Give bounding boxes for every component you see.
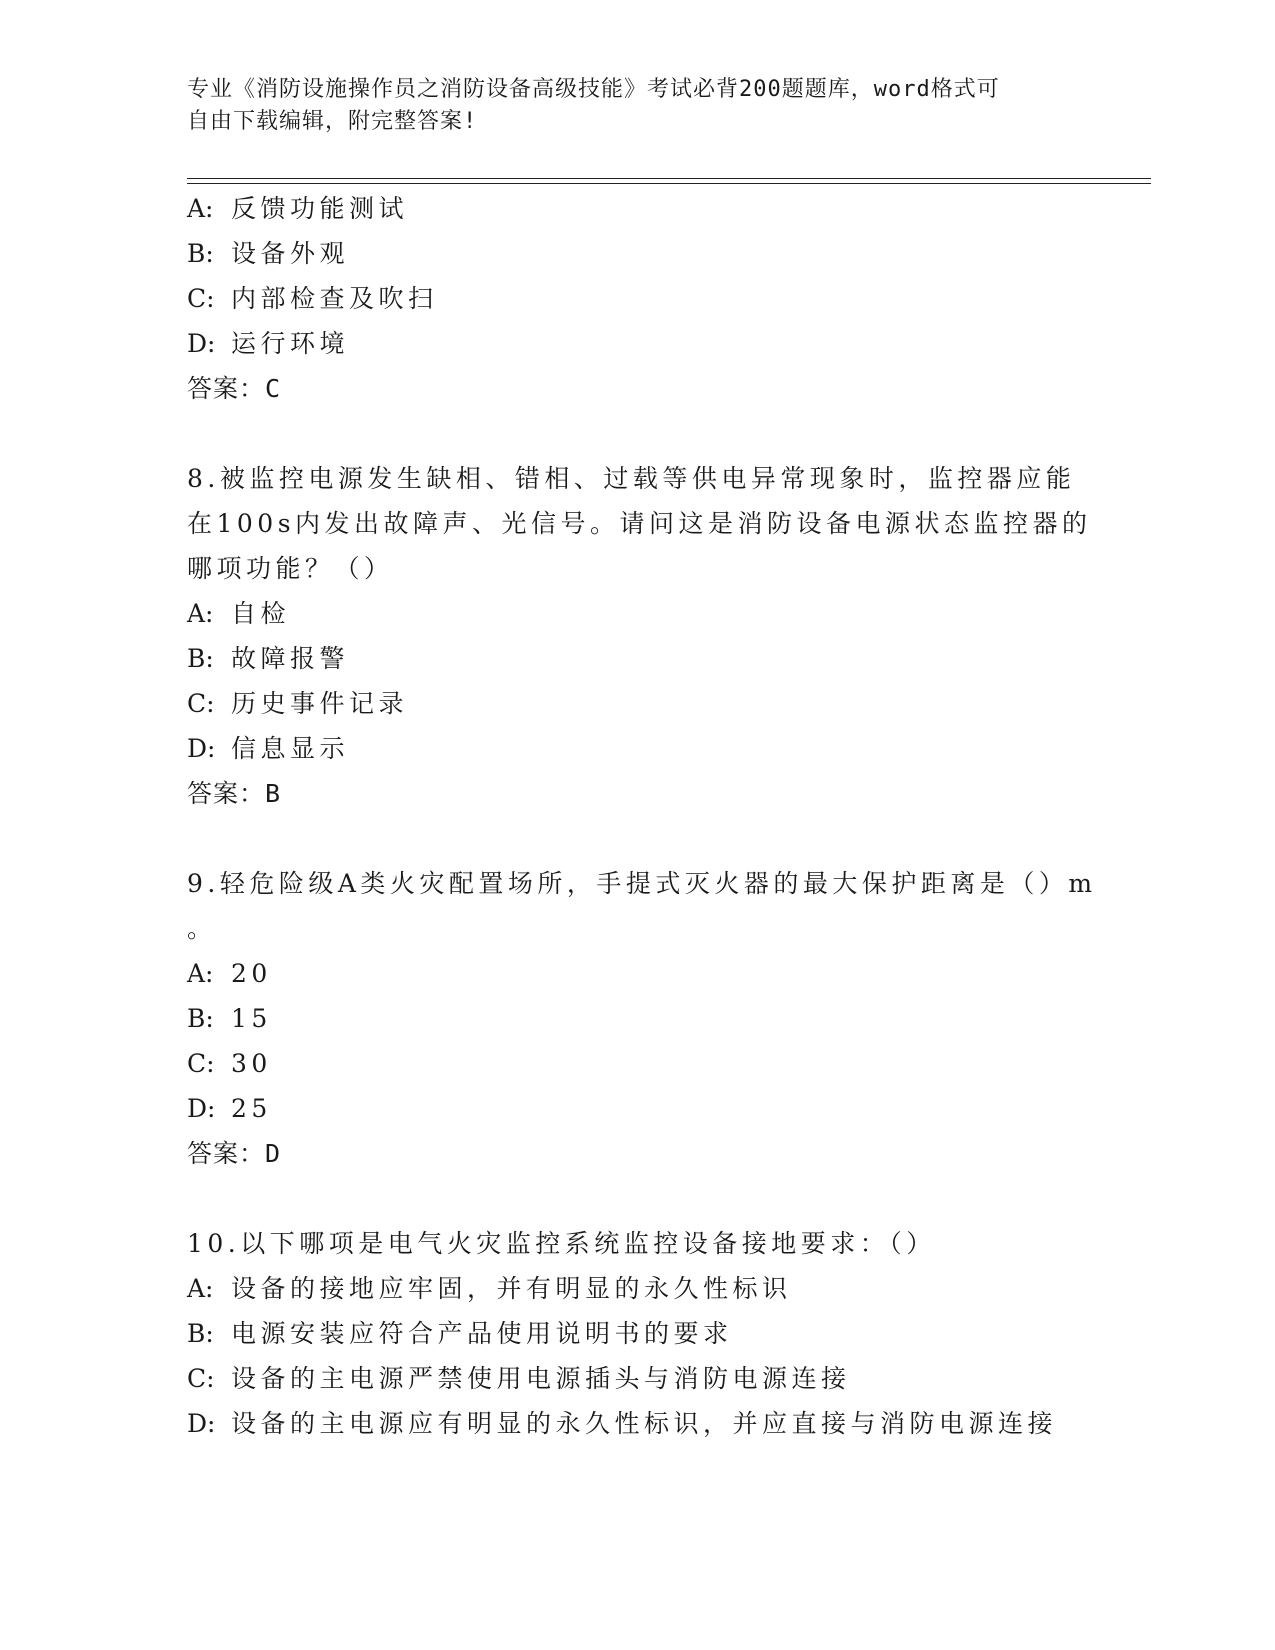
answer-label: 答案： (187, 374, 266, 403)
option-key: B: (187, 239, 214, 268)
option-text: 30 (231, 1049, 272, 1078)
q8-stem-line-3: 哪项功能？（） (187, 554, 394, 583)
option-key: C: (187, 1364, 215, 1393)
option-text: 反馈功能测试 (231, 194, 409, 223)
option-text: 设备外观 (231, 239, 350, 268)
q8-stem-line-2: 在100s内发出故障声、光信号。请问这是消防设备电源状态监控器的 (187, 509, 1092, 538)
option-key: B: (187, 644, 214, 673)
q8-option-d (187, 734, 349, 764)
option-key: B: (187, 1004, 214, 1033)
option-key: A: (187, 959, 214, 988)
q9-option-c (187, 1049, 272, 1079)
option-text: 内部检查及吹扫 (231, 284, 438, 313)
answer-label: 答案： (187, 1139, 266, 1168)
q9-stem-line-2: 。 (187, 914, 217, 943)
header-title-line-1: 专业《消防设施操作员之消防设备高级技能》考试必背200题题库，word格式可 (187, 77, 1000, 102)
q9-option-b (187, 1004, 272, 1034)
option-key: D: (187, 1094, 216, 1123)
answer-value: D (265, 1139, 282, 1168)
option-text: 设备的主电源应有明显的永久性标识，并应直接与消防电源连接 (231, 1409, 1058, 1438)
option-key: C: (187, 284, 215, 313)
header-divider-top (187, 178, 1151, 179)
option-key: A: (187, 194, 214, 223)
answer-label: 答案： (187, 779, 266, 808)
option-key: D: (187, 734, 216, 763)
answer-value: B (265, 779, 282, 808)
option-key: A: (187, 599, 214, 628)
option-key: C: (187, 689, 215, 718)
q8-option-b (187, 644, 349, 674)
q7-option-c (187, 284, 438, 314)
q9-option-d (187, 1094, 272, 1124)
option-text: 信息显示 (231, 734, 350, 763)
q8-option-c (187, 689, 408, 719)
option-text: 历史事件记录 (231, 689, 409, 718)
q8-stem-line-1: 8.被监控电源发生缺相、错相、过载等供电异常现象时，监控器应能 (187, 464, 1076, 493)
option-text: 电源安装应符合产品使用说明书的要求 (231, 1319, 733, 1348)
q7-option-b (187, 239, 349, 269)
option-text: 自检 (231, 599, 291, 628)
option-text: 设备的主电源严禁使用电源插头与消防电源连接 (231, 1364, 851, 1393)
option-text: 设备的接地应牢固，并有明显的永久性标识 (231, 1274, 792, 1303)
q9-option-a (187, 959, 272, 989)
header-title-line-2: 自由下载编辑，附完整答案! (187, 109, 478, 134)
header-divider-bottom (187, 183, 1151, 184)
option-text: 15 (231, 1004, 272, 1033)
q9-stem-line-1: 9.轻危险级A类火灾配置场所，手提式灭火器的最大保护距离是（）m (187, 869, 1097, 898)
option-key: B: (187, 1319, 214, 1348)
option-text: 运行环境 (231, 329, 350, 358)
q9-answer (187, 1139, 281, 1169)
q10-option-a (187, 1274, 792, 1304)
option-key: D: (187, 1409, 216, 1438)
q7-answer (187, 374, 281, 404)
option-key: D: (187, 329, 216, 358)
q7-option-d (187, 329, 349, 359)
q8-option-a (187, 599, 290, 629)
q10-stem-line-1: 10.以下哪项是电气火灾监控系统监控设备接地要求：（） (187, 1229, 936, 1258)
q8-answer (187, 779, 281, 809)
answer-value: C (265, 374, 282, 403)
q10-option-d (187, 1409, 1057, 1439)
option-text: 25 (231, 1094, 272, 1123)
document-header (187, 74, 1067, 138)
q10-option-b (187, 1319, 733, 1349)
q7-option-a (187, 194, 408, 224)
option-key: C: (187, 1049, 215, 1078)
option-text: 20 (231, 959, 272, 988)
q10-option-c (187, 1364, 851, 1394)
option-key: A: (187, 1274, 214, 1303)
option-text: 故障报警 (231, 644, 350, 673)
